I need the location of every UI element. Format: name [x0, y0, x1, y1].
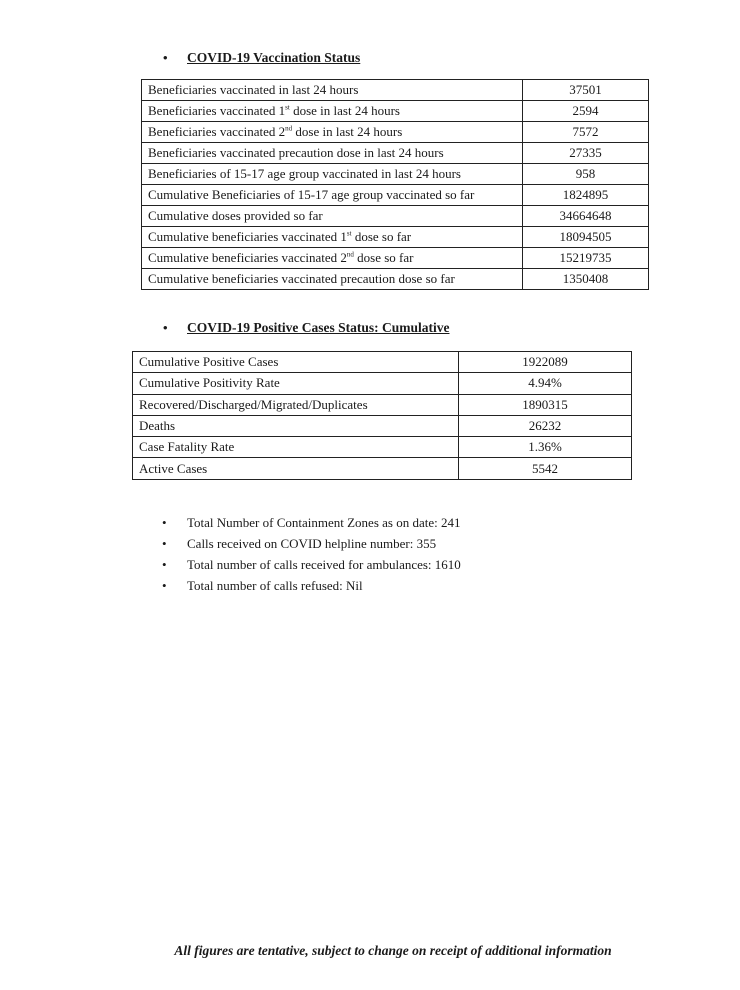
table-row [142, 185, 649, 206]
row-value: 37501 [523, 80, 649, 101]
table-row [142, 206, 649, 227]
bullet-icon: • [163, 50, 168, 65]
list-item [162, 533, 461, 554]
row-label: Cumulative beneficiaries vaccinated 2nd dose so far [142, 248, 523, 269]
row-value: 5542 [459, 458, 632, 479]
footer-disclaimer: All figures are tentative, subject to change on receipt of additional information [174, 943, 612, 958]
table-row [133, 437, 632, 458]
bullet-icon: • [162, 578, 167, 593]
table-row [133, 352, 632, 373]
table-row [142, 101, 649, 122]
row-label: Cumulative beneficiaries vaccinated precaution dose so far [142, 269, 523, 290]
row-label: Cumulative Positivity Rate [133, 373, 459, 394]
list-item-text: Calls received on COVID helpline number: 355 [187, 536, 437, 551]
row-label: Cumulative doses provided so far [142, 206, 523, 227]
row-label: Beneficiaries vaccinated in last 24 hours [142, 80, 523, 101]
row-label: Beneficiaries of 15-17 age group vaccinated in last 24 hours [142, 164, 523, 185]
cases-table [132, 351, 632, 480]
row-value: 1890315 [459, 394, 632, 415]
table-row [142, 227, 649, 248]
bullet-icon: • [162, 515, 167, 530]
list-item-text: Total number of calls received for ambulances: 1610 [187, 557, 461, 572]
list-item [162, 575, 461, 596]
row-label: Beneficiaries vaccinated 2nd dose in last 24 hours [142, 122, 523, 143]
row-label: Beneficiaries vaccinated 1st dose in last 24 hours [142, 101, 523, 122]
table-row [142, 248, 649, 269]
row-value: 7572 [523, 122, 649, 143]
bullet-icon: • [162, 536, 167, 551]
row-label: Deaths [133, 415, 459, 436]
row-value: 27335 [523, 143, 649, 164]
row-value: 15219735 [523, 248, 649, 269]
row-label: Beneficiaries vaccinated precaution dose in last 24 hours [142, 143, 523, 164]
row-value: 1824895 [523, 185, 649, 206]
vaccination-heading [163, 50, 361, 66]
table-row [142, 80, 649, 101]
bullet-icon: • [162, 557, 167, 572]
table-row [142, 269, 649, 290]
row-label: Recovered/Discharged/Migrated/Duplicates [133, 394, 459, 415]
row-label: Cumulative Beneficiaries of 15-17 age group vaccinated so far [142, 185, 523, 206]
table-row [142, 164, 649, 185]
row-value: 18094505 [523, 227, 649, 248]
row-label: Cumulative beneficiaries vaccinated 1st dose so far [142, 227, 523, 248]
cases-heading [163, 320, 450, 336]
table-row [133, 373, 632, 394]
list-item [162, 554, 461, 575]
list-item-text: Total number of calls refused: Nil [187, 578, 363, 593]
row-value: 2594 [523, 101, 649, 122]
row-value: 1.36% [459, 437, 632, 458]
vaccination-heading-text: COVID-19 Vaccination Status [187, 50, 361, 65]
cases-heading-text: COVID-19 Positive Cases Status: Cumulative [187, 320, 450, 335]
list-item-text: Total Number of Containment Zones as on date: 241 [187, 515, 461, 530]
row-value: 26232 [459, 415, 632, 436]
table-row [133, 394, 632, 415]
list-item [162, 512, 461, 533]
row-label: Case Fatality Rate [133, 437, 459, 458]
row-label: Cumulative Positive Cases [133, 352, 459, 373]
bullet-icon: • [163, 320, 168, 335]
table-row [142, 143, 649, 164]
row-value: 1922089 [459, 352, 632, 373]
info-list [162, 512, 461, 596]
vaccination-table [141, 79, 649, 290]
row-value: 34664648 [523, 206, 649, 227]
row-label: Active Cases [133, 458, 459, 479]
row-value: 4.94% [459, 373, 632, 394]
row-value: 958 [523, 164, 649, 185]
table-row [133, 415, 632, 436]
table-row [142, 122, 649, 143]
row-value: 1350408 [523, 269, 649, 290]
table-row [133, 458, 632, 479]
